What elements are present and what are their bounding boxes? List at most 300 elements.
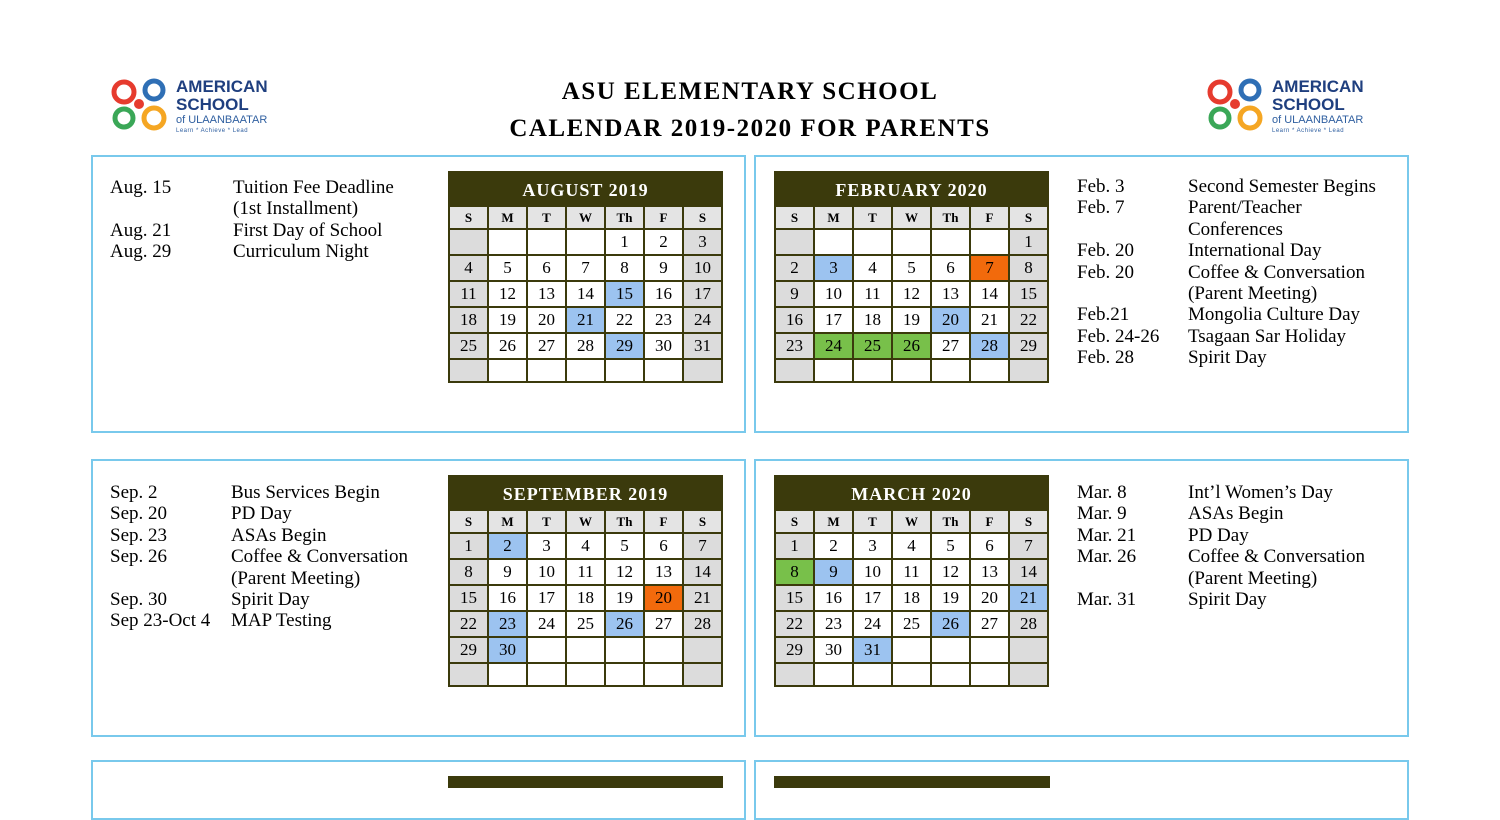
calendar-day-cell: 26 bbox=[605, 611, 644, 637]
calendar-day-cell: 28 bbox=[683, 611, 722, 637]
day-of-week-header: S bbox=[775, 206, 814, 229]
calendar-day-cell: 6 bbox=[970, 533, 1009, 559]
calendar-day-cell bbox=[814, 359, 853, 382]
calendar-day-cell bbox=[449, 663, 488, 686]
calendar-day-cell: 25 bbox=[892, 611, 931, 637]
event-description: Conferences bbox=[1188, 218, 1283, 240]
event-date: Mar. 9 bbox=[1077, 503, 1127, 525]
calendar-day-cell bbox=[892, 663, 931, 686]
calendar-day-cell: 15 bbox=[1009, 281, 1048, 307]
calendar-day-cell: 4 bbox=[892, 533, 931, 559]
calendar-day-cell: 18 bbox=[892, 585, 931, 611]
calendar-day-cell: 5 bbox=[931, 533, 970, 559]
calendar-day-cell: 23 bbox=[775, 333, 814, 359]
calendar-day-cell: 15 bbox=[449, 585, 488, 611]
calendar-day-cell: 11 bbox=[449, 281, 488, 307]
calendar-day-cell: 25 bbox=[853, 333, 892, 359]
event-date: Sep. 30 bbox=[110, 589, 167, 611]
calendar-day-cell: 14 bbox=[566, 281, 605, 307]
event-item bbox=[110, 568, 440, 589]
calendar-day-cell bbox=[1009, 359, 1048, 382]
calendar-title: SEPTEMBER 2019 bbox=[448, 475, 723, 509]
calendar-day-cell bbox=[853, 663, 892, 686]
calendar-day-cell: 19 bbox=[931, 585, 970, 611]
day-of-week-header: T bbox=[527, 206, 566, 229]
calendar-day-cell: 29 bbox=[775, 637, 814, 663]
calendar-day-cell: 24 bbox=[683, 307, 722, 333]
event-description: Spirit Day bbox=[231, 589, 310, 611]
calendar-day-cell bbox=[488, 229, 527, 255]
calendar-day-cell: 16 bbox=[814, 585, 853, 611]
calendar-day-cell bbox=[683, 637, 722, 663]
calendar-day-cell bbox=[814, 663, 853, 686]
day-of-week-header: M bbox=[488, 510, 527, 533]
calendar-header-partial bbox=[774, 776, 1050, 788]
calendar-day-cell: 30 bbox=[814, 637, 853, 663]
calendar-day-cell bbox=[644, 637, 683, 663]
day-of-week-header: M bbox=[814, 206, 853, 229]
calendar-day-cell bbox=[488, 359, 527, 382]
calendar-day-cell: 22 bbox=[1009, 307, 1048, 333]
calendar-day-cell: 19 bbox=[488, 307, 527, 333]
event-item bbox=[1077, 304, 1407, 325]
calendar-day-cell bbox=[931, 229, 970, 255]
calendar-week-row bbox=[449, 533, 722, 559]
school-emblem-icon bbox=[1206, 76, 1268, 134]
calendar-day-cell: 17 bbox=[814, 307, 853, 333]
day-of-week-header: Th bbox=[605, 510, 644, 533]
calendar-day-cell bbox=[892, 637, 931, 663]
event-date: Feb. 24-26 bbox=[1077, 325, 1160, 347]
event-description: Mongolia Culture Day bbox=[1188, 304, 1361, 326]
calendar-week-row bbox=[449, 585, 722, 611]
event-description: Second Semester Begins bbox=[1188, 176, 1376, 197]
event-description: Parent/Teacher bbox=[1188, 197, 1302, 219]
calendar-day-cell: 13 bbox=[644, 559, 683, 585]
day-of-week-header: S bbox=[1009, 206, 1048, 229]
day-of-week-header: F bbox=[970, 206, 1009, 229]
calendar-day-cell: 19 bbox=[605, 585, 644, 611]
calendar-day-cell: 29 bbox=[605, 333, 644, 359]
calendar-week-row bbox=[449, 637, 722, 663]
calendar-day-cell: 10 bbox=[683, 255, 722, 281]
calendar-day-cell: 28 bbox=[970, 333, 1009, 359]
calendar-grid bbox=[448, 509, 723, 687]
calendar-day-cell: 26 bbox=[488, 333, 527, 359]
calendar-day-cell: 18 bbox=[853, 307, 892, 333]
calendar-day-cell bbox=[892, 359, 931, 382]
calendar-day-cell: 6 bbox=[527, 255, 566, 281]
event-item bbox=[1077, 546, 1407, 567]
calendar-day-cell: 3 bbox=[683, 229, 722, 255]
calendar-day-cell: 29 bbox=[1009, 333, 1048, 359]
calendar-day-cell: 11 bbox=[566, 559, 605, 585]
event-date: Feb. 20 bbox=[1077, 240, 1134, 262]
page-title-line-2: CALENDAR 2019-2020 FOR PARENTS bbox=[509, 115, 991, 142]
event-date: Sep. 20 bbox=[110, 503, 167, 525]
month-panel-next-left bbox=[91, 760, 746, 820]
calendar-day-cell: 27 bbox=[527, 333, 566, 359]
calendar-day-cell bbox=[775, 229, 814, 255]
day-of-week-header: M bbox=[814, 510, 853, 533]
event-item bbox=[110, 525, 440, 546]
event-description: International Day bbox=[1188, 240, 1322, 262]
calendar-day-cell: 8 bbox=[449, 559, 488, 585]
events-list-september bbox=[110, 482, 440, 632]
calendar-day-cell: 25 bbox=[566, 611, 605, 637]
calendar-day-cell: 23 bbox=[644, 307, 683, 333]
calendar-day-cell bbox=[1009, 663, 1048, 686]
calendar-day-cell: 23 bbox=[814, 611, 853, 637]
logo-line-1: AMERICAN bbox=[1272, 77, 1364, 96]
calendar-day-cell: 8 bbox=[605, 255, 644, 281]
calendar-day-cell: 2 bbox=[775, 255, 814, 281]
event-description: First Day of School bbox=[233, 219, 383, 241]
calendar-day-cell: 15 bbox=[775, 585, 814, 611]
calendar-day-cell: 12 bbox=[892, 281, 931, 307]
logo-tagline: Learn * Achieve * Lead bbox=[1272, 128, 1345, 134]
event-item bbox=[1077, 219, 1407, 240]
day-of-week-header: F bbox=[644, 206, 683, 229]
day-of-week-header: F bbox=[970, 510, 1009, 533]
calendar-day-cell: 19 bbox=[892, 307, 931, 333]
event-item bbox=[1077, 262, 1407, 283]
calendar-day-cell: 6 bbox=[644, 533, 683, 559]
calendar-day-cell bbox=[814, 229, 853, 255]
calendar-day-cell: 1 bbox=[1009, 229, 1048, 255]
calendar-day-cell: 13 bbox=[970, 559, 1009, 585]
calendar-day-cell: 25 bbox=[449, 333, 488, 359]
event-description: Coffee & Conversation bbox=[231, 546, 408, 568]
calendar-week-row bbox=[775, 333, 1048, 359]
calendar-day-cell: 22 bbox=[775, 611, 814, 637]
calendar-day-cell: 8 bbox=[1009, 255, 1048, 281]
event-item bbox=[1077, 197, 1407, 218]
event-item bbox=[110, 482, 440, 503]
day-of-week-header: F bbox=[644, 510, 683, 533]
calendar-day-cell: 26 bbox=[892, 333, 931, 359]
calendar-week-row bbox=[775, 663, 1048, 686]
day-of-week-header: T bbox=[527, 510, 566, 533]
calendar-day-cell: 27 bbox=[970, 611, 1009, 637]
event-item bbox=[1077, 326, 1407, 347]
calendar-day-cell: 24 bbox=[814, 333, 853, 359]
event-date: Sep. 26 bbox=[110, 546, 167, 568]
page-title-line-1: ASU ELEMENTARY SCHOOL bbox=[561, 78, 939, 105]
calendar-day-cell: 28 bbox=[1009, 611, 1048, 637]
calendar-day-cell: 22 bbox=[605, 307, 644, 333]
day-of-week-header: Th bbox=[931, 206, 970, 229]
calendar-week-row bbox=[775, 533, 1048, 559]
calendar-september-2019 bbox=[448, 475, 723, 687]
calendar-day-cell: 16 bbox=[488, 585, 527, 611]
calendar-day-cell: 3 bbox=[853, 533, 892, 559]
event-description: (1st Installment) bbox=[233, 198, 359, 220]
calendar-day-cell bbox=[931, 663, 970, 686]
calendar-week-row bbox=[775, 611, 1048, 637]
calendar-day-cell: 11 bbox=[892, 559, 931, 585]
calendar-day-cell: 12 bbox=[931, 559, 970, 585]
event-description: Spirit Day bbox=[1188, 347, 1267, 369]
event-item bbox=[1077, 503, 1407, 524]
calendar-week-row bbox=[775, 307, 1048, 333]
calendar-day-cell bbox=[970, 229, 1009, 255]
calendar-day-cell: 16 bbox=[775, 307, 814, 333]
calendar-day-cell: 4 bbox=[853, 255, 892, 281]
event-date: Aug. 29 bbox=[110, 241, 172, 263]
event-date: Mar. 26 bbox=[1077, 546, 1137, 568]
calendar-header-partial bbox=[448, 776, 723, 788]
events-list-march bbox=[1077, 482, 1407, 610]
calendar-day-cell: 20 bbox=[970, 585, 1009, 611]
calendar-day-cell bbox=[970, 359, 1009, 382]
event-description: Curriculum Night bbox=[233, 241, 369, 263]
calendar-day-cell: 13 bbox=[931, 281, 970, 307]
event-item bbox=[1077, 347, 1407, 368]
calendar-day-cell: 2 bbox=[814, 533, 853, 559]
calendar-title: MARCH 2020 bbox=[774, 475, 1049, 509]
calendar-day-cell bbox=[449, 359, 488, 382]
calendar-day-cell bbox=[853, 359, 892, 382]
event-item bbox=[110, 177, 440, 198]
calendar-week-row bbox=[775, 637, 1048, 663]
calendar-day-cell: 12 bbox=[605, 559, 644, 585]
calendar-week-row bbox=[449, 333, 722, 359]
calendar-day-cell: 18 bbox=[566, 585, 605, 611]
event-description: Spirit Day bbox=[1188, 589, 1267, 611]
event-item bbox=[1077, 525, 1407, 546]
event-description: PD Day bbox=[231, 503, 292, 525]
day-of-week-header: W bbox=[892, 206, 931, 229]
calendar-day-cell bbox=[644, 663, 683, 686]
calendar-day-cell bbox=[1009, 637, 1048, 663]
calendar-day-cell: 24 bbox=[527, 611, 566, 637]
event-date: Sep 23-Oct 4 bbox=[110, 610, 211, 632]
calendar-week-row bbox=[775, 229, 1048, 255]
event-item bbox=[1077, 568, 1407, 589]
day-of-week-header: S bbox=[449, 510, 488, 533]
logo-line-3: of ULAANBAATAR bbox=[1272, 114, 1364, 126]
calendar-day-cell bbox=[527, 663, 566, 686]
day-of-week-header: W bbox=[566, 510, 605, 533]
event-description: PD Day bbox=[1188, 524, 1249, 546]
events-list-february bbox=[1077, 176, 1407, 369]
calendar-day-cell: 15 bbox=[605, 281, 644, 307]
calendar-day-cell: 21 bbox=[566, 307, 605, 333]
calendar-day-cell: 4 bbox=[566, 533, 605, 559]
logo-line-2: SCHOOL bbox=[176, 95, 249, 114]
calendar-day-cell: 31 bbox=[853, 637, 892, 663]
event-description: ASAs Begin bbox=[1188, 503, 1284, 525]
calendar-day-cell: 7 bbox=[970, 255, 1009, 281]
calendar-day-cell: 21 bbox=[1009, 585, 1048, 611]
calendar-day-cell: 3 bbox=[814, 255, 853, 281]
calendar-day-cell: 14 bbox=[1009, 559, 1048, 585]
event-item bbox=[110, 610, 440, 631]
calendar-week-row bbox=[775, 255, 1048, 281]
day-of-week-header: W bbox=[892, 510, 931, 533]
event-date: Feb. 28 bbox=[1077, 347, 1134, 369]
event-date: Aug. 15 bbox=[110, 177, 172, 198]
day-of-week-header: S bbox=[683, 206, 722, 229]
calendar-day-cell: 28 bbox=[566, 333, 605, 359]
event-date: Feb. 7 bbox=[1077, 197, 1125, 219]
calendar-day-cell: 20 bbox=[527, 307, 566, 333]
event-item bbox=[110, 546, 440, 567]
calendar-day-cell: 30 bbox=[488, 637, 527, 663]
calendar-day-cell: 4 bbox=[449, 255, 488, 281]
calendar-day-cell: 9 bbox=[644, 255, 683, 281]
event-date bbox=[1077, 283, 1188, 304]
calendar-day-cell bbox=[683, 663, 722, 686]
school-logo-right bbox=[1206, 76, 1376, 134]
calendar-day-cell: 5 bbox=[605, 533, 644, 559]
calendar-day-cell: 29 bbox=[449, 637, 488, 663]
calendar-february-2020 bbox=[774, 171, 1049, 383]
calendar-day-cell: 1 bbox=[605, 229, 644, 255]
calendar-week-row bbox=[449, 281, 722, 307]
event-date: Sep. 23 bbox=[110, 524, 167, 546]
calendar-day-cell: 10 bbox=[814, 281, 853, 307]
calendar-day-cell: 2 bbox=[644, 229, 683, 255]
event-description: MAP Testing bbox=[231, 610, 332, 632]
event-description: ASAs Begin bbox=[231, 524, 327, 546]
calendar-week-row bbox=[449, 359, 722, 382]
calendar-day-cell bbox=[853, 229, 892, 255]
event-date bbox=[110, 568, 231, 589]
event-description: Coffee & Conversation bbox=[1188, 546, 1365, 568]
event-item bbox=[110, 241, 440, 262]
school-emblem-icon bbox=[110, 76, 172, 134]
calendar-day-cell bbox=[527, 229, 566, 255]
event-date: Feb.21 bbox=[1077, 304, 1130, 326]
calendar-week-row bbox=[449, 307, 722, 333]
calendar-day-cell: 23 bbox=[488, 611, 527, 637]
calendar-day-cell bbox=[970, 663, 1009, 686]
calendar-day-cell: 31 bbox=[683, 333, 722, 359]
event-date: Mar. 31 bbox=[1077, 589, 1137, 611]
calendar-day-cell: 24 bbox=[853, 611, 892, 637]
logo-line-2: SCHOOL bbox=[1272, 95, 1345, 114]
day-of-week-header: T bbox=[853, 510, 892, 533]
calendar-day-cell: 9 bbox=[488, 559, 527, 585]
calendar-day-cell: 9 bbox=[775, 281, 814, 307]
logo-line-3: of ULAANBAATAR bbox=[176, 114, 268, 126]
calendar-day-cell: 11 bbox=[853, 281, 892, 307]
calendar-march-2020 bbox=[774, 475, 1049, 687]
calendar-day-cell bbox=[683, 359, 722, 382]
month-panel-next-right bbox=[754, 760, 1409, 820]
calendar-day-cell: 20 bbox=[931, 307, 970, 333]
calendar-day-cell: 16 bbox=[644, 281, 683, 307]
day-of-week-header: S bbox=[1009, 510, 1048, 533]
calendar-week-row bbox=[775, 359, 1048, 382]
event-date: Aug. 21 bbox=[110, 219, 172, 241]
calendar-grid bbox=[774, 509, 1049, 687]
event-description: Tsagaan Sar Holiday bbox=[1188, 325, 1347, 347]
calendar-grid bbox=[448, 205, 723, 383]
event-description: (Parent Meeting) bbox=[1188, 283, 1318, 305]
calendar-day-cell: 21 bbox=[970, 307, 1009, 333]
calendar-day-cell: 14 bbox=[683, 559, 722, 585]
calendar-day-cell: 17 bbox=[683, 281, 722, 307]
calendar-day-cell: 17 bbox=[853, 585, 892, 611]
calendar-day-cell bbox=[605, 663, 644, 686]
event-item bbox=[1077, 176, 1407, 197]
event-date bbox=[1077, 568, 1188, 589]
calendar-day-cell: 27 bbox=[931, 333, 970, 359]
calendar-day-cell: 3 bbox=[527, 533, 566, 559]
day-of-week-header: S bbox=[683, 510, 722, 533]
calendar-day-cell: 7 bbox=[1009, 533, 1048, 559]
calendar-day-cell: 2 bbox=[488, 533, 527, 559]
event-item bbox=[110, 589, 440, 610]
day-of-week-header: M bbox=[488, 206, 527, 229]
calendar-title: FEBRUARY 2020 bbox=[774, 171, 1049, 205]
calendar-day-cell bbox=[775, 663, 814, 686]
calendar-day-cell: 14 bbox=[970, 281, 1009, 307]
event-description: (Parent Meeting) bbox=[1188, 567, 1318, 589]
calendar-day-cell bbox=[527, 359, 566, 382]
calendar-day-cell: 10 bbox=[853, 559, 892, 585]
school-logo-left bbox=[110, 76, 280, 134]
event-description: Tuition Fee Deadline bbox=[233, 177, 394, 198]
calendar-day-cell bbox=[488, 663, 527, 686]
calendar-day-cell bbox=[449, 229, 488, 255]
calendar-august-2019 bbox=[448, 171, 723, 383]
calendar-day-cell: 12 bbox=[488, 281, 527, 307]
event-description: Coffee & Conversation bbox=[1188, 261, 1365, 283]
calendar-day-cell: 21 bbox=[683, 585, 722, 611]
event-item bbox=[110, 503, 440, 524]
calendar-title: AUGUST 2019 bbox=[448, 171, 723, 205]
calendar-day-cell bbox=[970, 637, 1009, 663]
event-item bbox=[1077, 240, 1407, 261]
event-date: Feb. 20 bbox=[1077, 261, 1134, 283]
events-list-august bbox=[110, 177, 440, 263]
calendar-day-cell: 30 bbox=[644, 333, 683, 359]
calendar-day-cell: 10 bbox=[527, 559, 566, 585]
calendar-week-row bbox=[449, 663, 722, 686]
event-date: Sep. 2 bbox=[110, 482, 158, 503]
event-description: Int’l Women’s Day bbox=[1188, 482, 1333, 503]
day-of-week-header: Th bbox=[605, 206, 644, 229]
calendar-week-row bbox=[775, 281, 1048, 307]
calendar-day-cell: 7 bbox=[566, 255, 605, 281]
event-item bbox=[1077, 482, 1407, 503]
logo-line-1: AMERICAN bbox=[176, 77, 268, 96]
day-of-week-header: W bbox=[566, 206, 605, 229]
calendar-day-cell bbox=[775, 359, 814, 382]
calendar-week-row bbox=[775, 559, 1048, 585]
calendar-day-cell bbox=[931, 637, 970, 663]
event-date bbox=[110, 198, 233, 219]
calendar-day-cell bbox=[527, 637, 566, 663]
calendar-day-cell: 1 bbox=[775, 533, 814, 559]
calendar-day-cell: 26 bbox=[931, 611, 970, 637]
event-date: Mar. 21 bbox=[1077, 524, 1137, 546]
calendar-day-cell bbox=[605, 359, 644, 382]
calendar-day-cell bbox=[566, 663, 605, 686]
event-item bbox=[110, 198, 440, 219]
calendar-day-cell: 18 bbox=[449, 307, 488, 333]
calendar-day-cell: 22 bbox=[449, 611, 488, 637]
calendar-day-cell: 6 bbox=[931, 255, 970, 281]
calendar-day-cell: 27 bbox=[644, 611, 683, 637]
calendar-day-cell: 13 bbox=[527, 281, 566, 307]
day-of-week-header: S bbox=[775, 510, 814, 533]
logo-tagline: Learn * Achieve * Lead bbox=[176, 128, 249, 134]
